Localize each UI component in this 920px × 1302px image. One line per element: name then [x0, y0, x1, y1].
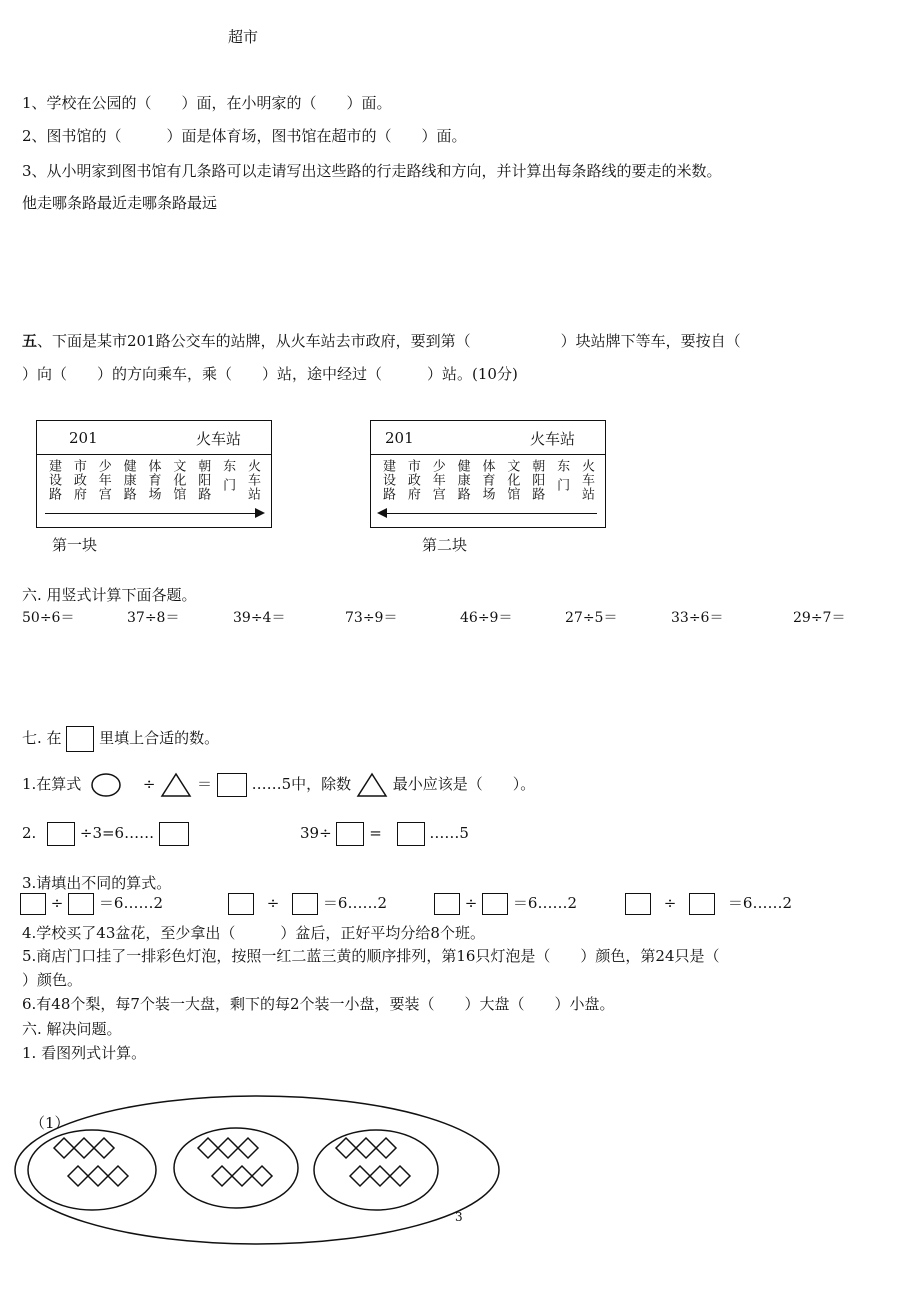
- stop-name: 体育场: [145, 459, 161, 501]
- section-7-title-b: 里填上合适的数。: [99, 729, 220, 747]
- question-3-line2: 他走哪条路最近走哪条路最远: [22, 194, 218, 212]
- answer-box: [292, 893, 318, 915]
- stop-name: 体育场: [479, 459, 495, 501]
- s7-q1-text-e: 最小应该是（ ）。: [392, 775, 536, 793]
- sign-stops: [381, 459, 593, 509]
- triangle-icon: [160, 772, 192, 798]
- section-5-head: 五: [22, 332, 38, 350]
- sign-2-caption: 第二块: [422, 536, 468, 554]
- s7-q2b-text-e: ……5: [429, 824, 469, 842]
- answer-box: [434, 893, 460, 915]
- expr-result: ＝6……2: [727, 894, 793, 912]
- s7-q2b: [300, 822, 469, 846]
- stop-name: 东 门: [220, 459, 236, 493]
- small-plate: [174, 1128, 298, 1208]
- answer-box: [159, 822, 189, 846]
- calc-item: 73÷9＝: [345, 610, 398, 626]
- answer-box: [482, 893, 508, 915]
- s7-q2-label: 2.: [22, 824, 37, 842]
- s7-q1-text-d: ……5中，除数: [251, 775, 352, 793]
- s7-q3-expr-3: [434, 892, 577, 915]
- stop-name: 文化馆: [170, 459, 186, 501]
- stop-name: 文化馆: [504, 459, 520, 501]
- circle-icon: [90, 772, 124, 798]
- stop-name: 火车站: [579, 459, 594, 501]
- question-3-line1: 3、从小明家到图书馆有几条路可以走请写出这些路的行走路线和方向，并计算出每条路线的要走的米数。: [22, 162, 722, 180]
- calc-item: 29÷7＝: [793, 610, 846, 626]
- s7-q1-text-a: 1.在算式: [22, 775, 82, 793]
- answer-box: [66, 726, 94, 752]
- stop-name: 健康路: [120, 459, 136, 501]
- stop-name: 东 门: [554, 459, 570, 493]
- section-5-line2: ）向（ ）的方向乘车，乘（ ）站，途中经过（ ）站。(10分): [22, 365, 518, 383]
- sign-terminal: 火车站: [195, 430, 241, 448]
- answer-box: [228, 893, 254, 915]
- answer-box: [68, 893, 94, 915]
- answer-box: [217, 773, 247, 797]
- sign-route-number: 201: [69, 429, 98, 447]
- calc-item: 46÷9＝: [460, 610, 513, 626]
- stop-name: 建设路: [46, 459, 61, 501]
- stop-name: 市政府: [70, 459, 86, 501]
- sign-stops: [47, 459, 259, 509]
- s7-q2b-text-a: 39÷: [300, 824, 332, 842]
- answer-box: [397, 822, 425, 846]
- calc-item: 33÷6＝: [671, 610, 724, 626]
- stop-name: 火车站: [245, 459, 260, 501]
- stop-name: 健康路: [454, 459, 470, 501]
- section-7-title: [22, 726, 219, 752]
- division-sign: ÷: [266, 894, 280, 912]
- division-sign: ÷: [50, 894, 64, 912]
- sign-header: [371, 421, 605, 455]
- direction-arrow-right: [45, 513, 263, 514]
- s7-q5-line2: ）颜色。: [22, 971, 83, 989]
- sign-1-caption: 第一块: [52, 536, 98, 554]
- s7-q3-title: 3.请填出不同的算式。: [22, 874, 172, 892]
- stop-name: 少年宫: [429, 459, 445, 501]
- bus-sign-2: [370, 420, 606, 528]
- figure-number: 3: [455, 1210, 463, 1224]
- sign-terminal: 火车站: [529, 430, 575, 448]
- figure-plates: [10, 1090, 510, 1250]
- section-6-title: 六. 用竖式计算下面各题。: [22, 586, 197, 604]
- pear-group: [336, 1138, 410, 1186]
- answer-box: [336, 822, 364, 846]
- calc-item: 50÷6＝: [22, 610, 75, 626]
- bus-sign-1: [36, 420, 272, 528]
- expr-result: ＝6……2: [98, 894, 164, 912]
- s7-q3-expr-2: [228, 892, 387, 915]
- top-label: 超市: [228, 28, 259, 46]
- sign-route-number: 201: [385, 429, 414, 447]
- stop-name: 少年宫: [95, 459, 111, 501]
- calc-item: 39÷4＝: [233, 610, 286, 626]
- s7-q2-text: ÷3=6……: [79, 824, 155, 842]
- division-sign: ÷: [464, 894, 478, 912]
- s7-q1-div: ÷: [142, 775, 156, 793]
- small-plate: [28, 1130, 156, 1210]
- pear-group: [54, 1138, 128, 1186]
- s7-q4: 4.学校买了43盆花，至少拿出（ ）盆后，正好平均分给8个班。: [22, 924, 485, 942]
- s7-q1: [22, 772, 535, 798]
- s7-q6: 6.有48个梨，每7个装一大盘，剩下的每2个装一小盘，要装（ ）大盘（ ）小盘。: [22, 995, 615, 1013]
- division-sign: ÷: [663, 894, 677, 912]
- stop-name: 市政府: [404, 459, 420, 501]
- s7-q1-eq: ＝: [197, 775, 213, 793]
- expr-result: ＝6……2: [512, 894, 578, 912]
- calc-item: 37÷8＝: [127, 610, 180, 626]
- s7-q2a: [22, 822, 189, 846]
- expr-result: ＝6……2: [322, 894, 388, 912]
- s7-q3-expr-4: [625, 892, 792, 915]
- stop-name: 建设路: [380, 459, 395, 501]
- pear-group: [198, 1138, 272, 1186]
- sign-header: [37, 421, 271, 455]
- stop-name: 朝阳路: [195, 459, 211, 501]
- direction-arrow-left: [379, 513, 597, 514]
- section-7-title-a: 七. 在: [22, 729, 62, 747]
- s7-q5-line1: 5.商店门口挂了一排彩色灯泡，按照一红二蓝三黄的顺序排列，第16只灯泡是（ ）颜色，第24只是（: [22, 947, 720, 965]
- triangle-icon: [356, 772, 388, 798]
- answer-box: [689, 893, 715, 915]
- figure-label: （1）: [30, 1114, 70, 1132]
- question-2: 2、图书馆的（ ）面是体育场，图书馆在超市的（ ）面。: [22, 127, 467, 145]
- section-8-q1: 1. 看图列式计算。: [22, 1044, 147, 1062]
- section-5-line1: [22, 330, 741, 351]
- stop-name: 朝阳路: [529, 459, 545, 501]
- answer-box: [625, 893, 651, 915]
- answer-box: [20, 893, 46, 915]
- section-8-title: 六. 解决问题。: [22, 1020, 122, 1038]
- calc-item: 27÷5＝: [565, 610, 618, 626]
- answer-box: [47, 822, 75, 846]
- s7-q2b-eq: =: [369, 824, 382, 842]
- section-5-text: 、下面是某市201路公交车的站牌，从火车站去市政府，要到第（ ）块站牌下等车，要按自（: [37, 332, 741, 350]
- question-1: 1、学校在公园的（ ）面，在小明家的（ ）面。: [22, 94, 392, 112]
- s7-q3-expr-1: [20, 892, 163, 915]
